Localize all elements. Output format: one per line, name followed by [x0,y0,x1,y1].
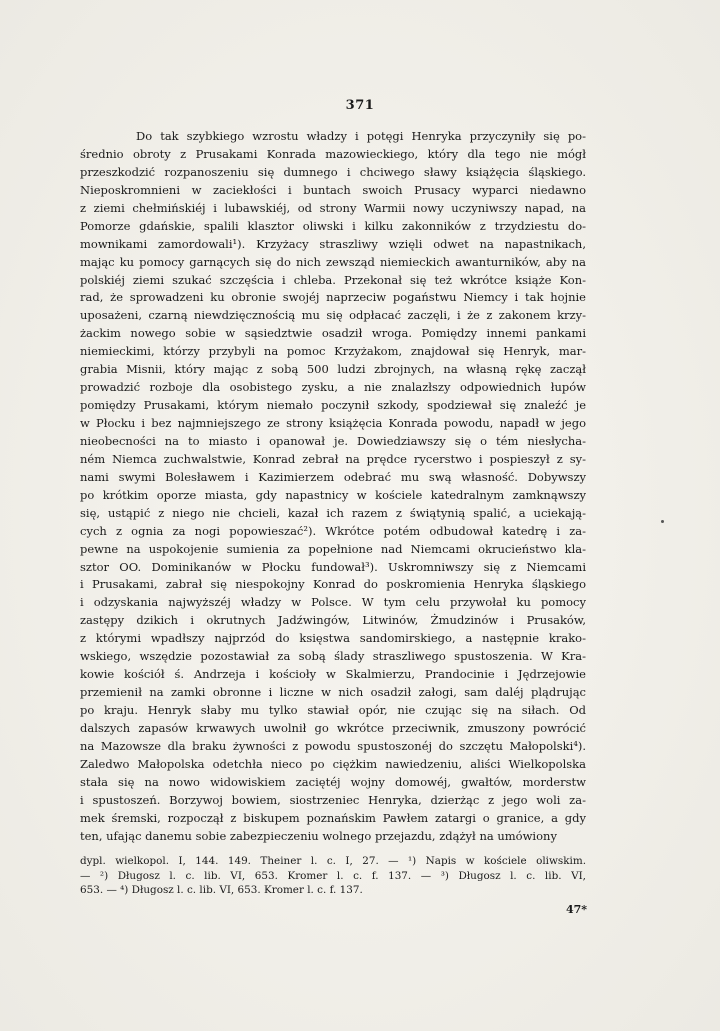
text-line: dalszych zapasów krwawych uwolnił go wkrótce przeciwnik, zmuszony powrócić [80,720,586,735]
text-line: Pomorze gdańskie, spalili klasztor oliwski i kilku zakonników z trzydziestu do- [80,218,586,233]
text-line: niemieckimi, którzy przybyli na pomoc Krzyżakom, znajdował się Henryk, mar- [80,344,586,359]
text-line: cych z ognia za nogi popowieszać²). Wkrótce potém odbudował katedrę i za- [80,523,586,538]
text-line: Nieposkromnieni w zaciekłości i buntach swoich Prusacy wyparci niedawno [80,182,586,197]
text-line: nami swymi Bolesławem i Kazimierzem odebrać mu swą własność. Dobywszy [80,469,586,484]
text-line: żackim nowego sobie w sąsiedztwie osadził wroga. Pomiędzy innemi pankami [80,326,586,341]
text-line: kowie kościół ś. Andrzeja i kościoły w Skalmierzu, Prandocinie i Jędrzejowie [80,667,586,682]
footnote-line: — ²) Długosz l. c. lib. VI, 653. Kromer l. c. f. 137. — ³) Długosz l. c. lib. VI, [80,869,586,882]
text-line: po krótkim oporze miasta, gdy napastnicy w kościele katedralnym zamknąwszy [80,487,586,502]
text-line: i spustoszeń. Borzywoj bowiem, siostrzeniec Henryka, dzierżąc z jego woli za- [80,792,586,807]
text-line: się, ustąpić z niego nie chcieli, kazał ich razem z świątynią spalić, a uciekają- [80,505,586,520]
body-text [80,128,586,846]
text-line: i Prusakami, zabrał się niespokojny Konrad do poskromienia Henryka śląskiego [80,577,586,592]
text-line: nieobecności na to miasto i opanował je. Dowiedziawszy się o tém niesłycha- [80,433,586,448]
text-line: ten, ufając danemu sobie zabezpieczeniu wolnego przejazdu, zdążył na umówiony [80,828,557,843]
text-line: i odzyskania najwyższéj władzy w Polsce. W tym celu przywołał ku pomocy [80,595,586,610]
text-line: prowadzić rozboje dla osobistego zysku, a nie znalazłszy odpowiednich łupów [80,380,586,395]
text-line: Zaledwo Małopolska odetchła nieco po ciężkim nawiedzeniu, aliści Wielkopolska [80,756,586,771]
text-line: przemienił na zamki obronne i liczne w nich osadził załogi, sam daléj plądrując [80,685,586,700]
text-line: pomiędzy Prusakami, którym niemało poczynił szkody, spodziewał się znaleźć je [80,398,586,413]
footnote-line: 653. — ⁴) Długosz l. c. lib. VI, 653. Kromer l. c. f. 137. [80,884,363,897]
text-line: z ziemi chełmińskiéj i lubawskiéj, od strony Warmii nowy uczyniwszy napad, na [80,200,586,215]
page-number: 371 [345,98,375,113]
text-line: mek śremski, rozpoczął z biskupem poznańskim Pawłem zatargi o granice, a gdy [80,810,586,825]
footnotes [80,854,586,898]
text-line: ném Niemca zuchwalstwie, Konrad zebrał na prędce rycerstwo i pospieszył z sy- [80,451,586,466]
text-line: mając ku pomocy garnących się do nich zewsząd niemieckich awanturników, aby na [80,254,586,269]
text-line: uposażeni, czarną niewdzięcznością mu się odpłacać zaczęli, i że z zakonem krzy- [80,308,586,323]
text-line: sztor OO. Dominikanów w Płocku fundował³). Uskromniwszy się z Niemcami [80,559,586,574]
text-line: zastępy dzikich i okrutnych Jadźwingów, Litwinów, Żmudzinów i Prusaków, [80,613,586,628]
text-line: wskiego, wszędzie pozostawiał za sobą ślady straszliwego spustoszenia. W Kra- [80,649,586,664]
text-line: polskiéj ziemi szukać szczęścia i chleba. Przekonał się też wkrótce książe Kon- [80,272,586,287]
text-line: rad, że sprowadzeni ku obronie swojéj naprzeciw pogaństwu Niemcy i tak hojnie [80,290,586,305]
text-line: średnio obroty z Prusakami Konrada mazowieckiego, który dla tego nie mógł [80,146,586,161]
text-line: mownikami zamordowali¹). Krzyżacy straszliwy wzięli odwet na napastnikach, [80,236,586,251]
text-line: w Płocku i bez najmniejszego ze strony książęcia Konrada powodu, napadł w jego [80,416,586,430]
footnote-line: dypl. wielkopol. I, 144. 149. Theiner l. c. I, 27. — ¹) Napis w kościele oliwskim. [80,855,586,867]
ink-speck [661,520,664,523]
text-line: przeszkodzić rozpanoszeniu się dumnego i chciwego sławy książęcia śląskiego. [80,164,586,179]
signature-mark: 47* [566,903,588,916]
text-line: na Mazowsze dla braku żywności z powodu spustoszonéj do szczętu Małopolski⁴). [80,738,586,753]
text-line: po kraju. Henryk słaby mu tylko stawiał opór, nie czując się na siłach. Od [80,703,586,717]
text-line: stała się na nowo widowiskiem zaciętéj wojny domowéj, gwałtów, morderstw [80,774,586,789]
text-line: Do tak szybkiego wzrostu władzy i potęgi Henryka przyczyniły się po- [136,129,586,143]
text-line: grabia Misnii, który mając z sobą 500 ludzi zbrojnych, na własną rękę zaczął [80,362,586,377]
text-line: pewne na uspokojenie sumienia za popełnione nad Niemcami okrucieństwo kla- [80,541,586,556]
text-line: z którymi wpadłszy najprzód do księstwa sandomirskiego, a następnie krako- [80,631,586,646]
